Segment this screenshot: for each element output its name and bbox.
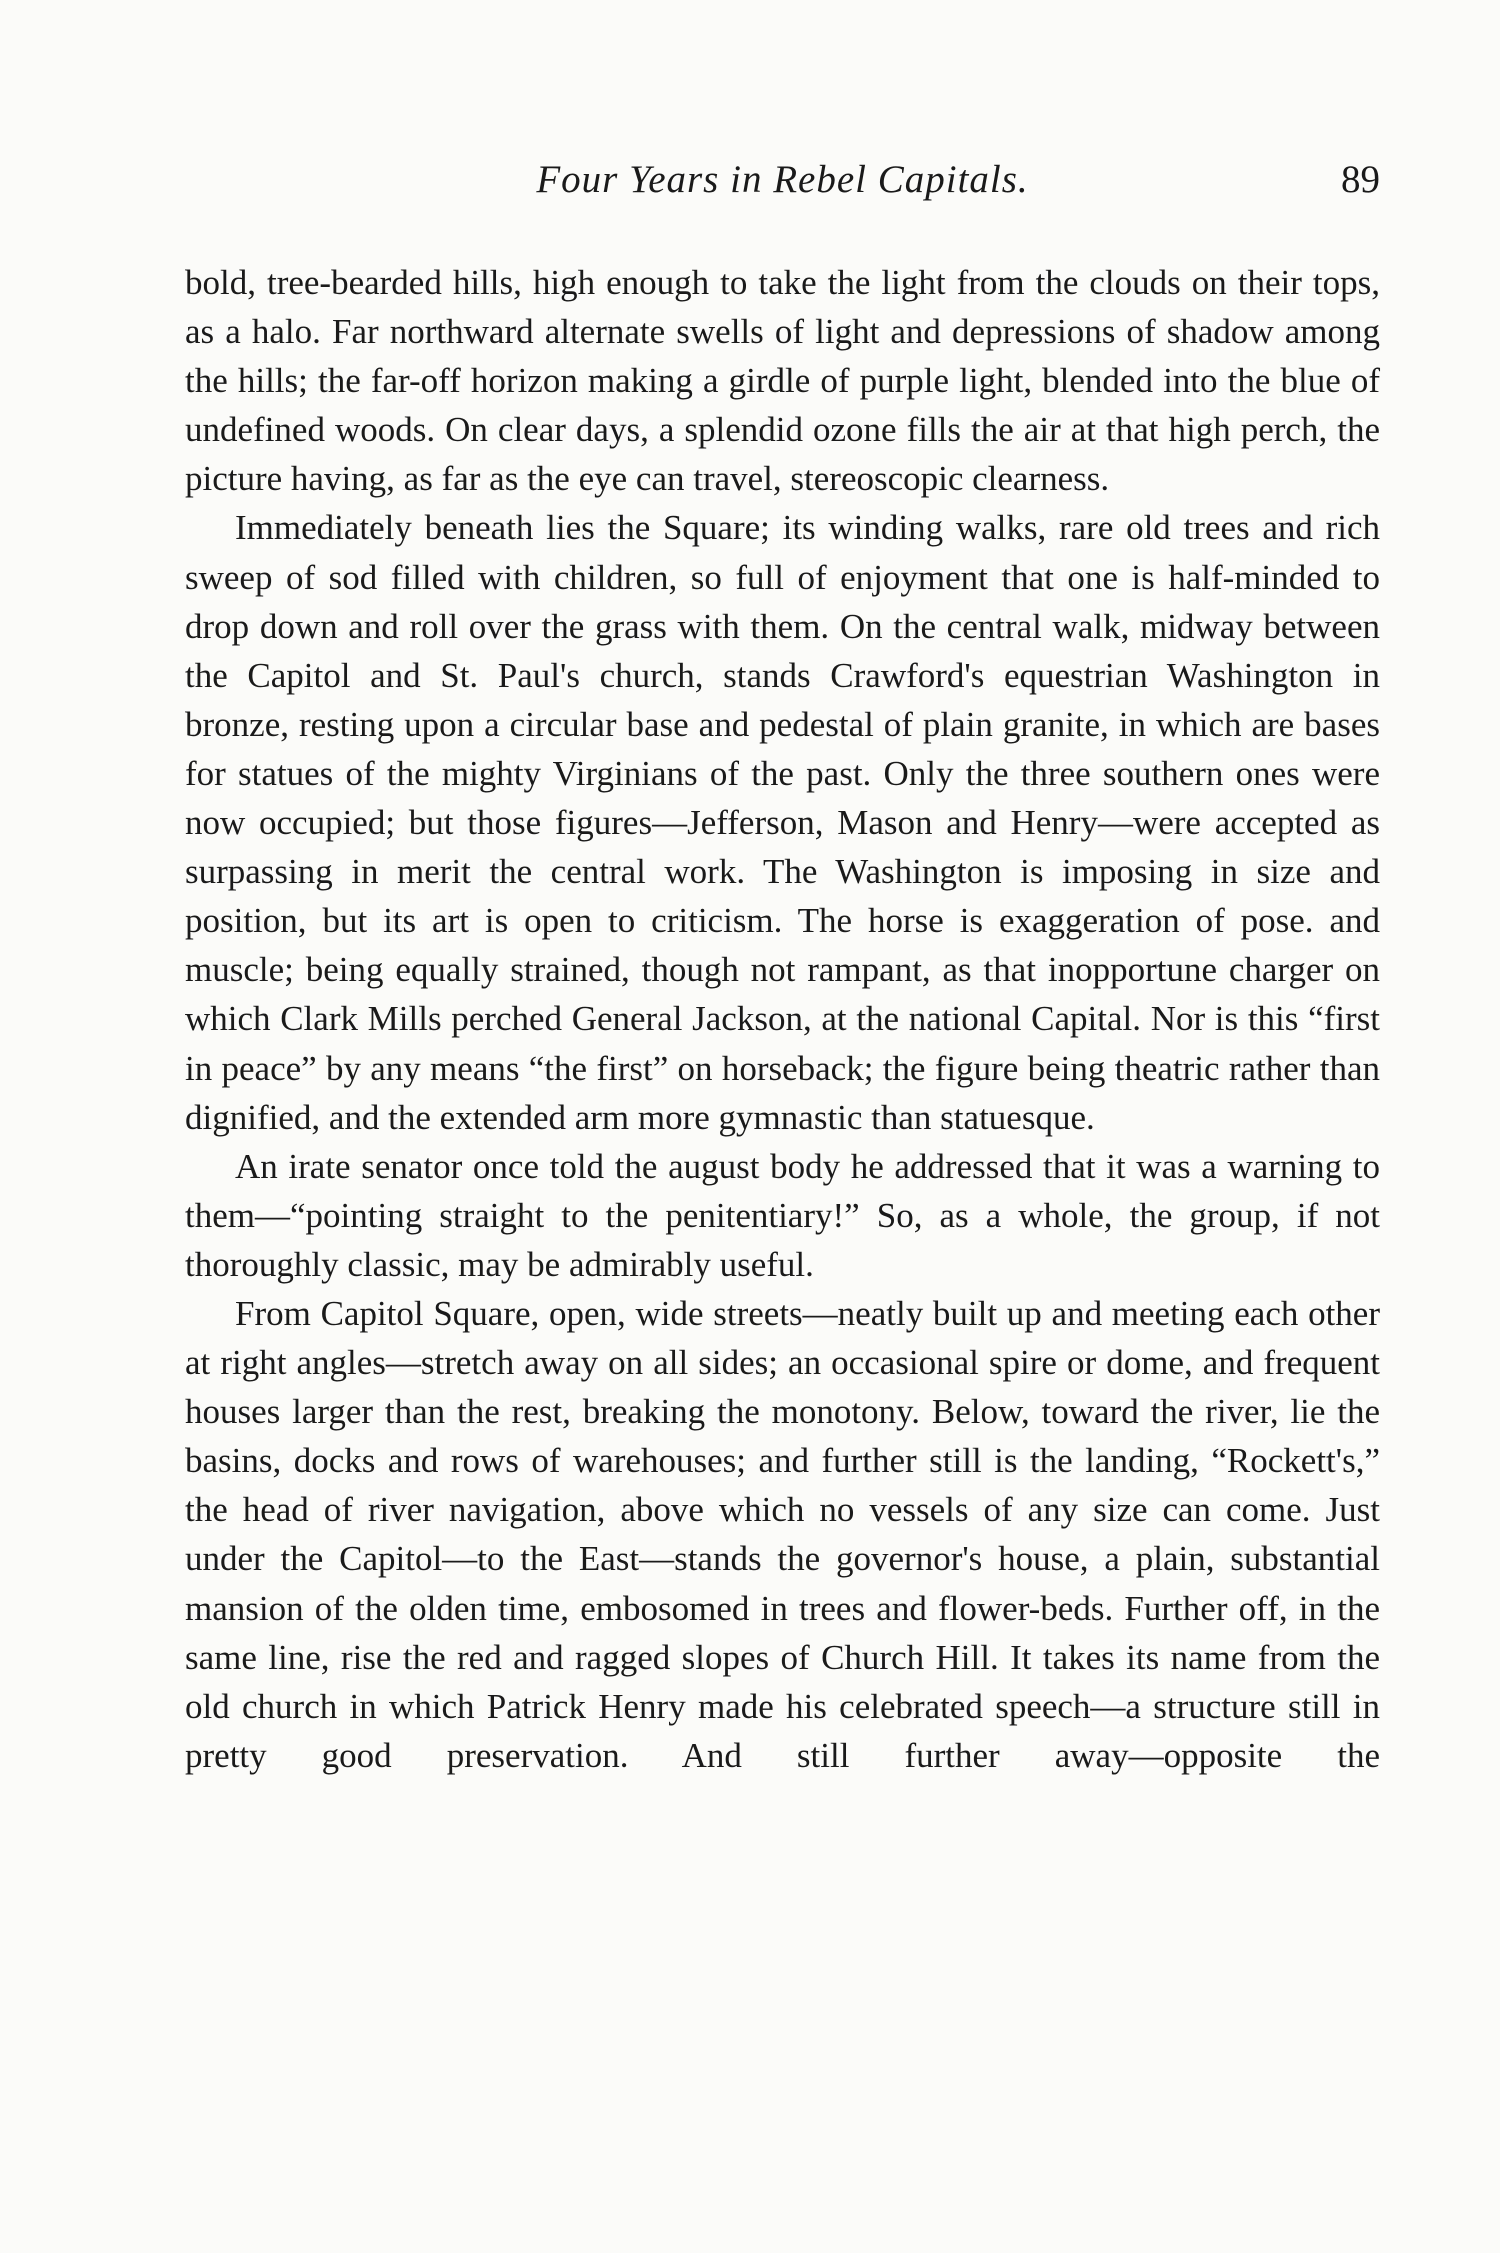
- paragraph: From Capitol Square, open, wide streets—neatly built up and meeting each other at right angles—stretch away on all sides; an occasional spire or dome, and frequent houses larger than the rest, breaking the monotony. Below, toward the river, lie the basins, docks and rows of warehouses; and further still is the landing, “Rockett's,” the head of river navigation, above which no vessels of any size can come. Just under the Capitol—to the East—stands the governor's house, a plain, substantial mansion of the olden time, embosomed in trees and flower-beds. Further off, in the same line, rise the red and ragged slopes of Church Hill. It takes its name from the old church in which Patrick Henry made his celebrated speech—a structure still in pretty good preservation. And still further away—opposite the: [185, 1293, 1380, 1775]
- paragraph: Immediately beneath lies the Square; its winding walks, rare old trees and rich sweep of sod filled with children, so full of enjoyment that one is half-minded to drop down and roll over the grass with them. On the central walk, midway between the Capitol and St. Paul's church, stands Crawford's equestrian Washington in bronze, resting upon a circular base and pedestal of plain granite, in which are bases for statues of the mighty Virginians of the past. Only the three southern ones were now occupied; but those figures—Jefferson, Mason and Henry—were accepted as surpassing in merit the central work. The Washington is imposing in size and position, but its art is open to criticism. The horse is exaggeration of pose. and muscle; being equally strained, though not rampant, as that inopportune charger on which Clark Mills perched General Jackson, at the national Capital. Nor is this “first in peace” by any means “the first” on horseback; the figure being theatric rather than dignified, and the extended arm more gymnastic than statuesque.: [185, 508, 1380, 1137]
- paragraph: An irate senator once told the august body he addressed that it was a warning to them—“pointing straight to the penitentiary!” So, as a whole, the group, if not thoroughly classic, may be admirably useful.: [185, 1146, 1380, 1284]
- page-number: 89: [1341, 158, 1380, 201]
- page-header: [185, 150, 1380, 210]
- paragraph: bold, tree-bearded hills, high enough to take the light from the clouds on their tops, as a halo. Far northward alternate swells of light and depressions of shadow among the hills; the far-off horizon making a girdle of purple light, blended into the blue of undefined woods. On clear days, a splendid ozone fills the air at that high perch, the picture having, as far as the eye can travel, stereoscopic clearness.: [185, 263, 1380, 499]
- running-title: Four Years in Rebel Capitals.: [536, 158, 1029, 201]
- body-text: [185, 258, 1380, 1780]
